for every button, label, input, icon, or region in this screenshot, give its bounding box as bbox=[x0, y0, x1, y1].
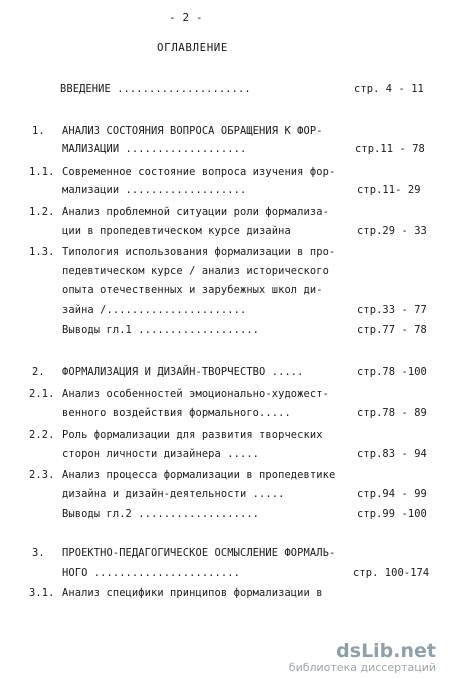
toc-entry-intro-text: ВВЕДЕНИЕ ..................... bbox=[60, 83, 251, 95]
page-number: - 2 - bbox=[169, 11, 203, 24]
toc-entry-conclusions-1-page: стр.77 - 78 bbox=[357, 324, 427, 336]
toc-entry-1-1-page: стр.11- 29 bbox=[357, 184, 421, 196]
toc-entry-1-3-line4: зайна /...................... bbox=[62, 304, 247, 316]
watermark-logo: dsLib.net bbox=[336, 640, 436, 662]
toc-entry-2-3-number: 2.3. bbox=[29, 469, 55, 481]
toc-entry-2-2-number: 2.2. bbox=[29, 429, 55, 441]
toc-entry-1-2-number: 1.2. bbox=[29, 206, 55, 218]
toc-entry-2-2-line2: сторон личности дизайнера ..... bbox=[62, 448, 260, 460]
toc-entry-1-2-page: стр.29 - 33 bbox=[357, 225, 427, 237]
toc-entry-1-number: 1. bbox=[32, 125, 45, 137]
toc-entry-2-number: 2. bbox=[32, 366, 45, 378]
toc-entry-1-3-line3: опыта отечественных и зарубежных школ ди- bbox=[62, 284, 323, 296]
toc-entry-1-1-number: 1.1. bbox=[29, 166, 55, 178]
toc-entry-2-3-page: стр.94 - 99 bbox=[357, 488, 427, 500]
toc-entry-3-1-line1: Анализ специфики принципов формализации в bbox=[62, 587, 323, 599]
toc-entry-2-1-page: стр.78 - 89 bbox=[357, 407, 427, 419]
toc-entry-1-3-number: 1.3. bbox=[29, 246, 55, 258]
toc-entry-conclusions-1-text: Выводы гл.1 ................... bbox=[62, 324, 260, 336]
toc-entry-2-1-line1: Анализ особенностей эмоционально-художест- bbox=[62, 388, 329, 400]
toc-entry-1-1-line2: мализации ................... bbox=[62, 184, 247, 196]
toc-entry-1-line2: МАЛИЗАЦИИ ................... bbox=[62, 143, 247, 155]
toc-entry-1-3-page: стр.33 - 77 bbox=[357, 304, 427, 316]
toc-entry-2-page: стр.78 -100 bbox=[357, 366, 427, 378]
toc-entry-intro-page: стр. 4 - 11 bbox=[354, 83, 424, 95]
watermark bbox=[289, 641, 436, 674]
toc-entry-2-3-line2: дизайна и дизайн-деятельности ..... bbox=[62, 488, 285, 500]
toc-entry-2-2-line1: Роль формализации для развития творческих bbox=[62, 429, 323, 441]
toc-entry-2-1-line2: венного воздействия формального..... bbox=[62, 407, 291, 419]
toc-title: ОГЛАВЛЕНИЕ bbox=[157, 41, 229, 54]
toc-entry-1-page: стр.11 - 78 bbox=[355, 143, 425, 155]
toc-entry-3-1-number: 3.1. bbox=[29, 587, 55, 599]
toc-entry-3-page: стр. 100-174 bbox=[353, 567, 430, 579]
toc-entry-2-2-page: стр.83 - 94 bbox=[357, 448, 427, 460]
toc-entry-1-3-line1: Типология использования формализации в про- bbox=[62, 246, 336, 258]
toc-entry-1-line1: АНАЛИЗ СОСТОЯНИЯ ВОПРОСА ОБРАЩЕНИЯ К ФОР- bbox=[62, 125, 323, 137]
toc-entry-1-2-line1: Анализ проблемной ситуации роли формализа- bbox=[62, 206, 329, 218]
toc-entry-2-line1: ФОРМАЛИЗАЦИЯ И ДИЗАЙН-ТВОРЧЕСТВО ..... bbox=[62, 366, 304, 378]
toc-entry-3-line2: НОГО ....................... bbox=[62, 567, 240, 579]
toc-entry-1-2-line2: ции в пропедевтическом курсе дизайна bbox=[62, 225, 291, 237]
toc-entry-3-number: 3. bbox=[32, 547, 45, 559]
watermark-subtitle: библиотека диссертаций bbox=[288, 661, 436, 674]
toc-entry-1-1-line1: Современное состояние вопроса изучения фор- bbox=[62, 166, 336, 178]
toc-entry-conclusions-2-text: Выводы гл.2 ................... bbox=[62, 508, 260, 520]
toc-entry-3-line1: ПРОЕКТНО-ПЕДАГОГИЧЕСКОЕ ОСМЫСЛЕНИЕ ФОРМАЛЬ- bbox=[62, 547, 336, 559]
toc-entry-1-3-line2: педевтическом курсе / анализ исторического bbox=[62, 265, 329, 277]
toc-entry-2-3-line1: Анализ процесса формализации в пропедевтике bbox=[62, 469, 336, 481]
toc-entry-2-1-number: 2.1. bbox=[29, 388, 55, 400]
toc-entry-conclusions-2-page: стр.99 -100 bbox=[357, 508, 427, 520]
